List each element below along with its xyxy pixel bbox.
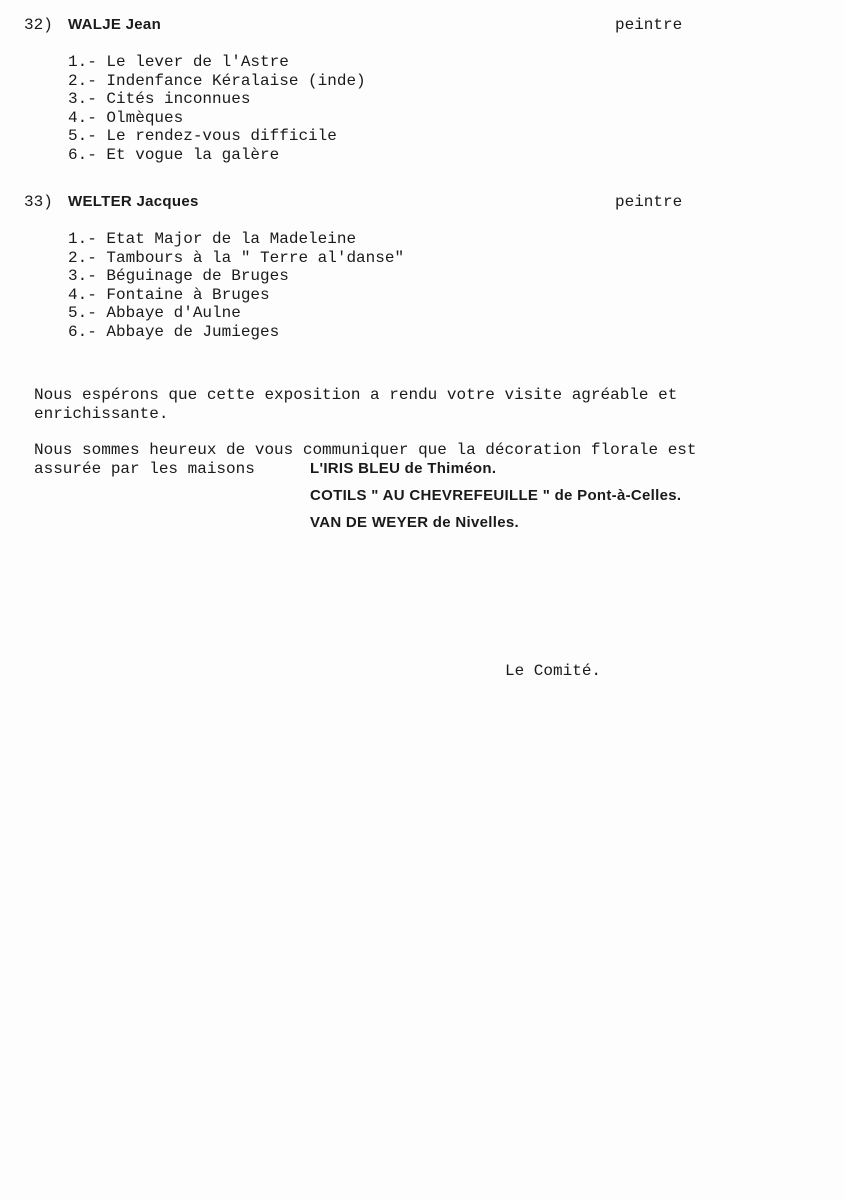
- artist-number: 32): [24, 16, 53, 34]
- artwork-list: [68, 230, 404, 342]
- artwork-item: 2.- Tambours à la " Terre al'danse": [68, 248, 405, 267]
- artwork-item: 6.- Abbaye de Jumieges: [68, 322, 280, 341]
- artwork-item: 2.- Indenfance Kéralaise (inde): [68, 71, 366, 90]
- artist-name: WALJE Jean: [68, 16, 162, 33]
- artist-name: WELTER Jacques: [68, 193, 199, 210]
- artwork-item: 6.- Et vogue la galère: [68, 145, 280, 164]
- artwork-item: 4.- Fontaine à Bruges: [68, 285, 270, 304]
- signature: Le Comité.: [505, 662, 602, 680]
- artwork-list: [68, 53, 366, 165]
- thanks-paragraph-line: enrichissante.: [34, 405, 169, 423]
- florist-paragraph-line: Nous sommes heureux de vous communiquer que la décoration florale est: [34, 441, 697, 459]
- artwork-item: 4.- Olmèques: [68, 108, 184, 127]
- artwork-item: 1.- Le lever de l'Astre: [68, 53, 289, 71]
- artist-role: peintre: [615, 16, 683, 34]
- artwork-item: 3.- Béguinage de Bruges: [68, 267, 289, 286]
- artwork-item: 1.- Etat Major de la Madeleine: [68, 230, 357, 248]
- florist-name: VAN DE WEYER de Nivelles.: [310, 514, 519, 531]
- artwork-item: 5.- Le rendez-vous difficile: [68, 127, 337, 146]
- florist-name: COTILS " AU CHEVREFEUILLE " de Pont-à-Celles.: [310, 487, 682, 504]
- artwork-item: 3.- Cités inconnues: [68, 90, 251, 109]
- thanks-paragraph-line: Nous espérons que cette exposition a rendu votre visite agréable et: [34, 386, 678, 404]
- artwork-item: 5.- Abbaye d'Aulne: [68, 304, 241, 323]
- florist-intro: assurée par les maisons: [34, 460, 255, 478]
- artist-number: 33): [24, 193, 53, 211]
- artist-role: peintre: [615, 193, 683, 211]
- florist-name: L'IRIS BLEU de Thiméon.: [310, 460, 497, 477]
